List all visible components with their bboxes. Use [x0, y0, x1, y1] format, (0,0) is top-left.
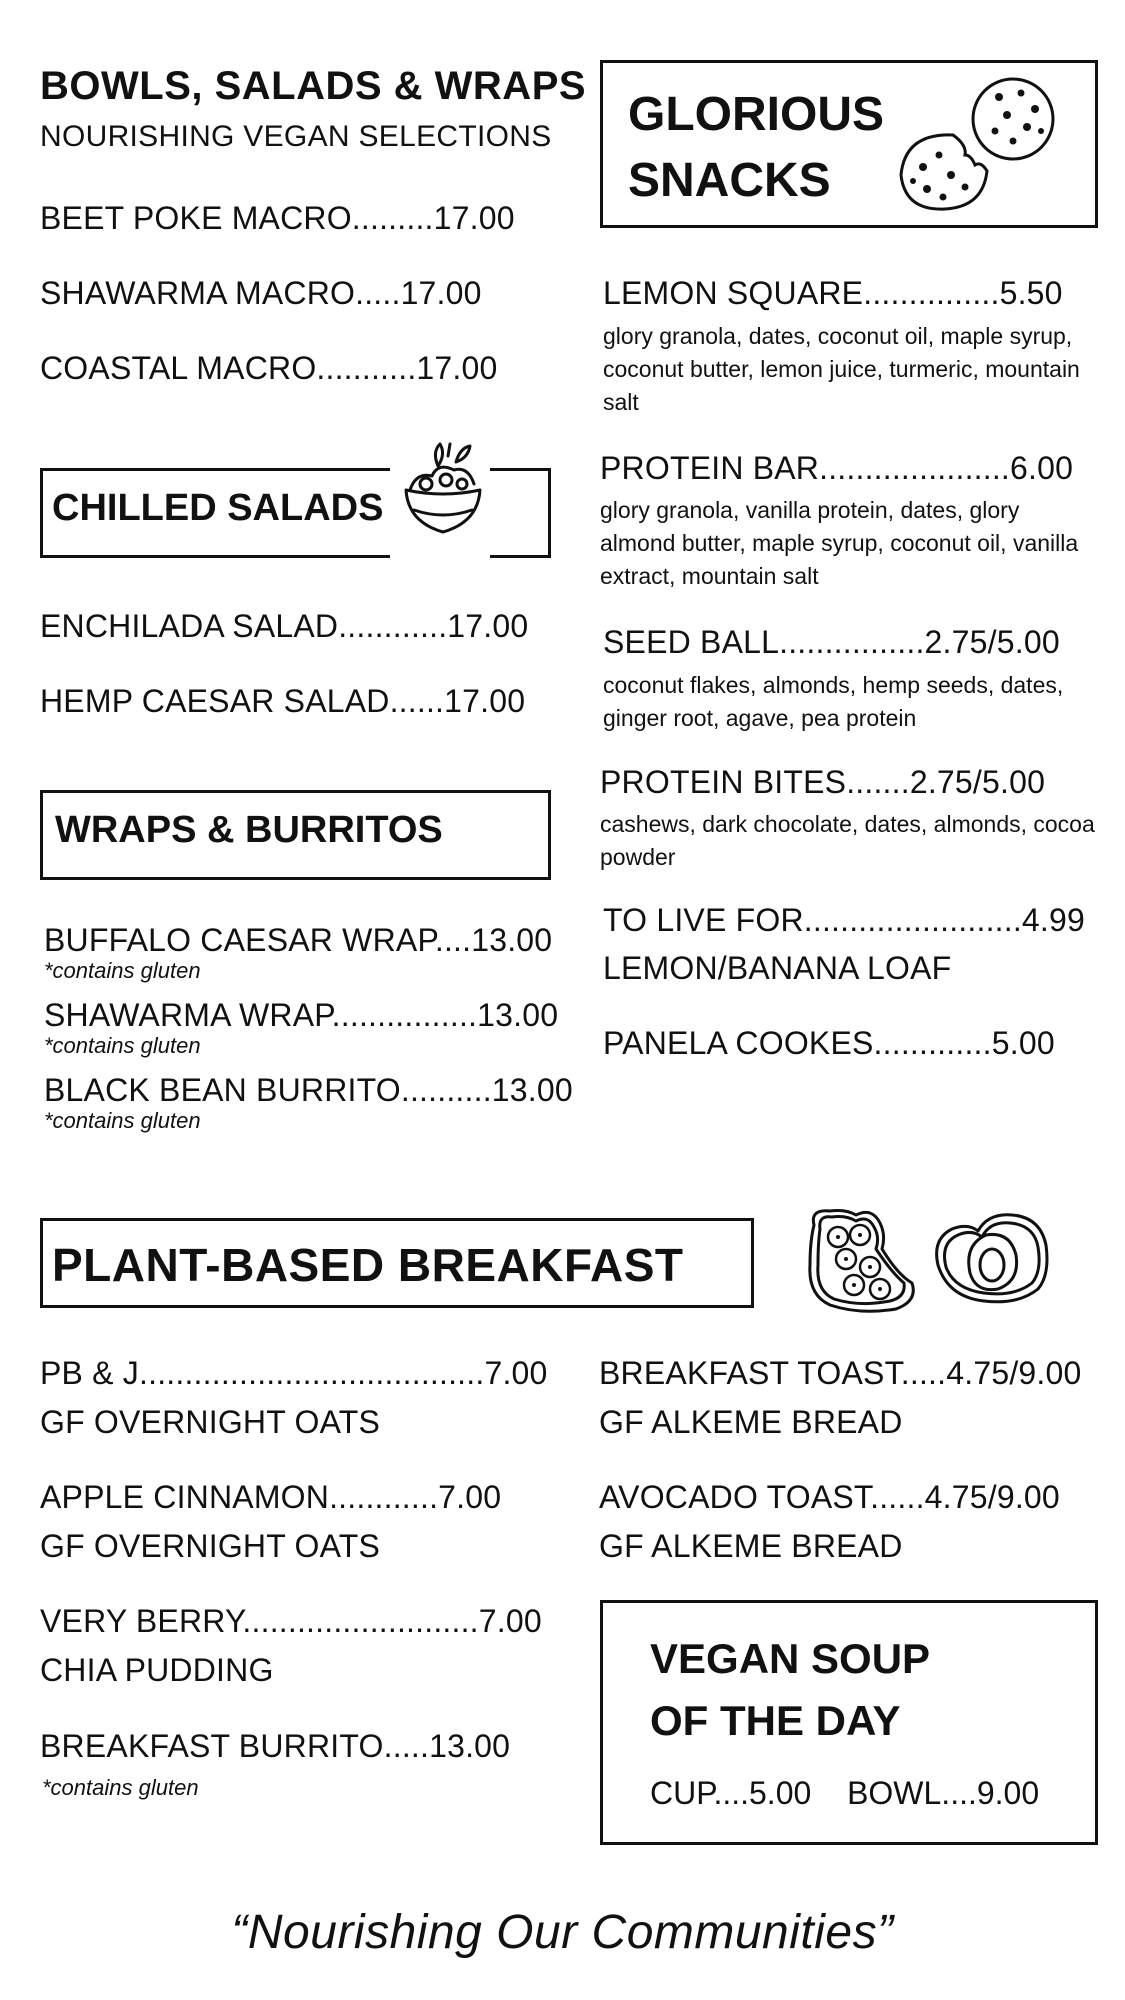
- breakfast-item: APPLE CINNAMON............7.00: [40, 1479, 502, 1515]
- snacks-title-line2: SNACKS: [628, 154, 831, 207]
- breakfast-item: VERY BERRY..........................7.00: [40, 1603, 542, 1639]
- soup-title: [650, 1628, 930, 1752]
- snacks-title: [628, 82, 884, 214]
- toast-icon: [800, 1205, 925, 1315]
- snack-item: PANELA COOKES.............5.00: [603, 1025, 1055, 1061]
- snack-description: cashews, dark chocolate, dates, almonds, cocoa powder: [600, 811, 1095, 870]
- gluten-note: *contains gluten: [44, 958, 201, 983]
- breakfast-item-sub: CHIA PUDDING: [40, 1652, 274, 1688]
- cookies-icon: [895, 75, 1065, 215]
- breakfast-item-sub: GF OVERNIGHT OATS: [40, 1528, 381, 1564]
- snack-item: TO LIVE FOR........................4.99: [603, 902, 1086, 938]
- snack-item: PROTEIN BITES.......2.75/5.00: [600, 764, 1046, 800]
- snack-description: coconut flakes, almonds, hemp seeds, dates, ginger root, agave, pea protein: [603, 672, 1064, 731]
- menu-item: SHAWARMA WRAP................13.00: [44, 997, 559, 1033]
- soup-bowl-price: BOWL....9.00: [847, 1775, 1040, 1811]
- avocado-icon: [928, 1205, 1053, 1310]
- snack-item: SEED BALL................2.75/5.00: [603, 624, 1060, 660]
- soup-prices: [650, 1775, 1039, 1812]
- gluten-note: *contains gluten: [42, 1775, 199, 1800]
- wraps-title: WRAPS & BURRITOS: [55, 809, 443, 851]
- snack-subtitle: LEMON/BANANA LOAF: [603, 950, 952, 986]
- gluten-note: *contains gluten: [44, 1033, 201, 1058]
- snack-description: glory granola, dates, coconut oil, maple syrup, coconut butter, lemon juice, turmeric, mountain salt: [603, 323, 1080, 415]
- bowls-title: BOWLS, SALADS & WRAPS: [40, 64, 587, 108]
- bowls-subtitle: NOURISHING VEGAN SELECTIONS: [40, 120, 552, 153]
- menu-item: SHAWARMA MACRO.....17.00: [40, 275, 482, 311]
- breakfast-item: PB & J......................................7.00: [40, 1355, 548, 1391]
- menu-item: ENCHILADA SALAD............17.00: [40, 608, 529, 644]
- snack-item: PROTEIN BAR.....................6.00: [600, 450, 1074, 486]
- gluten-note: *contains gluten: [44, 1108, 201, 1133]
- breakfast-item: BREAKFAST TOAST.....4.75/9.00: [599, 1355, 1082, 1391]
- soup-cup-price: CUP....5.00: [650, 1775, 812, 1811]
- menu-item: COASTAL MACRO...........17.00: [40, 350, 498, 386]
- menu-item: BEET POKE MACRO.........17.00: [40, 200, 515, 236]
- breakfast-item: AVOCADO TOAST......4.75/9.00: [599, 1479, 1060, 1515]
- menu-item: HEMP CAESAR SALAD......17.00: [40, 683, 526, 719]
- snack-item: LEMON SQUARE...............5.50: [603, 275, 1063, 311]
- salad-bowl-icon: [398, 440, 488, 540]
- breakfast-item-sub: GF OVERNIGHT OATS: [40, 1404, 381, 1440]
- snacks-title-line1: GLORIOUS: [628, 88, 885, 141]
- chilled-salads-title: CHILLED SALADS: [52, 487, 384, 529]
- breakfast-title: PLANT-BASED BREAKFAST: [52, 1239, 684, 1291]
- breakfast-item: BREAKFAST BURRITO.....13.00: [40, 1728, 511, 1764]
- soup-title-line1: VEGAN SOUP: [650, 1635, 931, 1682]
- menu-item: BUFFALO CAESAR WRAP....13.00: [44, 922, 553, 958]
- breakfast-item-sub: GF ALKEME BREAD: [599, 1528, 903, 1564]
- breakfast-item-sub: GF ALKEME BREAD: [599, 1404, 903, 1440]
- menu-item: BLACK BEAN BURRITO..........13.00: [44, 1072, 573, 1108]
- soup-title-line2: OF THE DAY: [650, 1697, 901, 1744]
- snack-description: glory granola, vanilla protein, dates, glory almond butter, maple syrup, coconut oil, vanilla extract, mountain salt: [600, 497, 1079, 589]
- footer-tagline: “Nourishing Our Communities”: [231, 1906, 894, 1959]
